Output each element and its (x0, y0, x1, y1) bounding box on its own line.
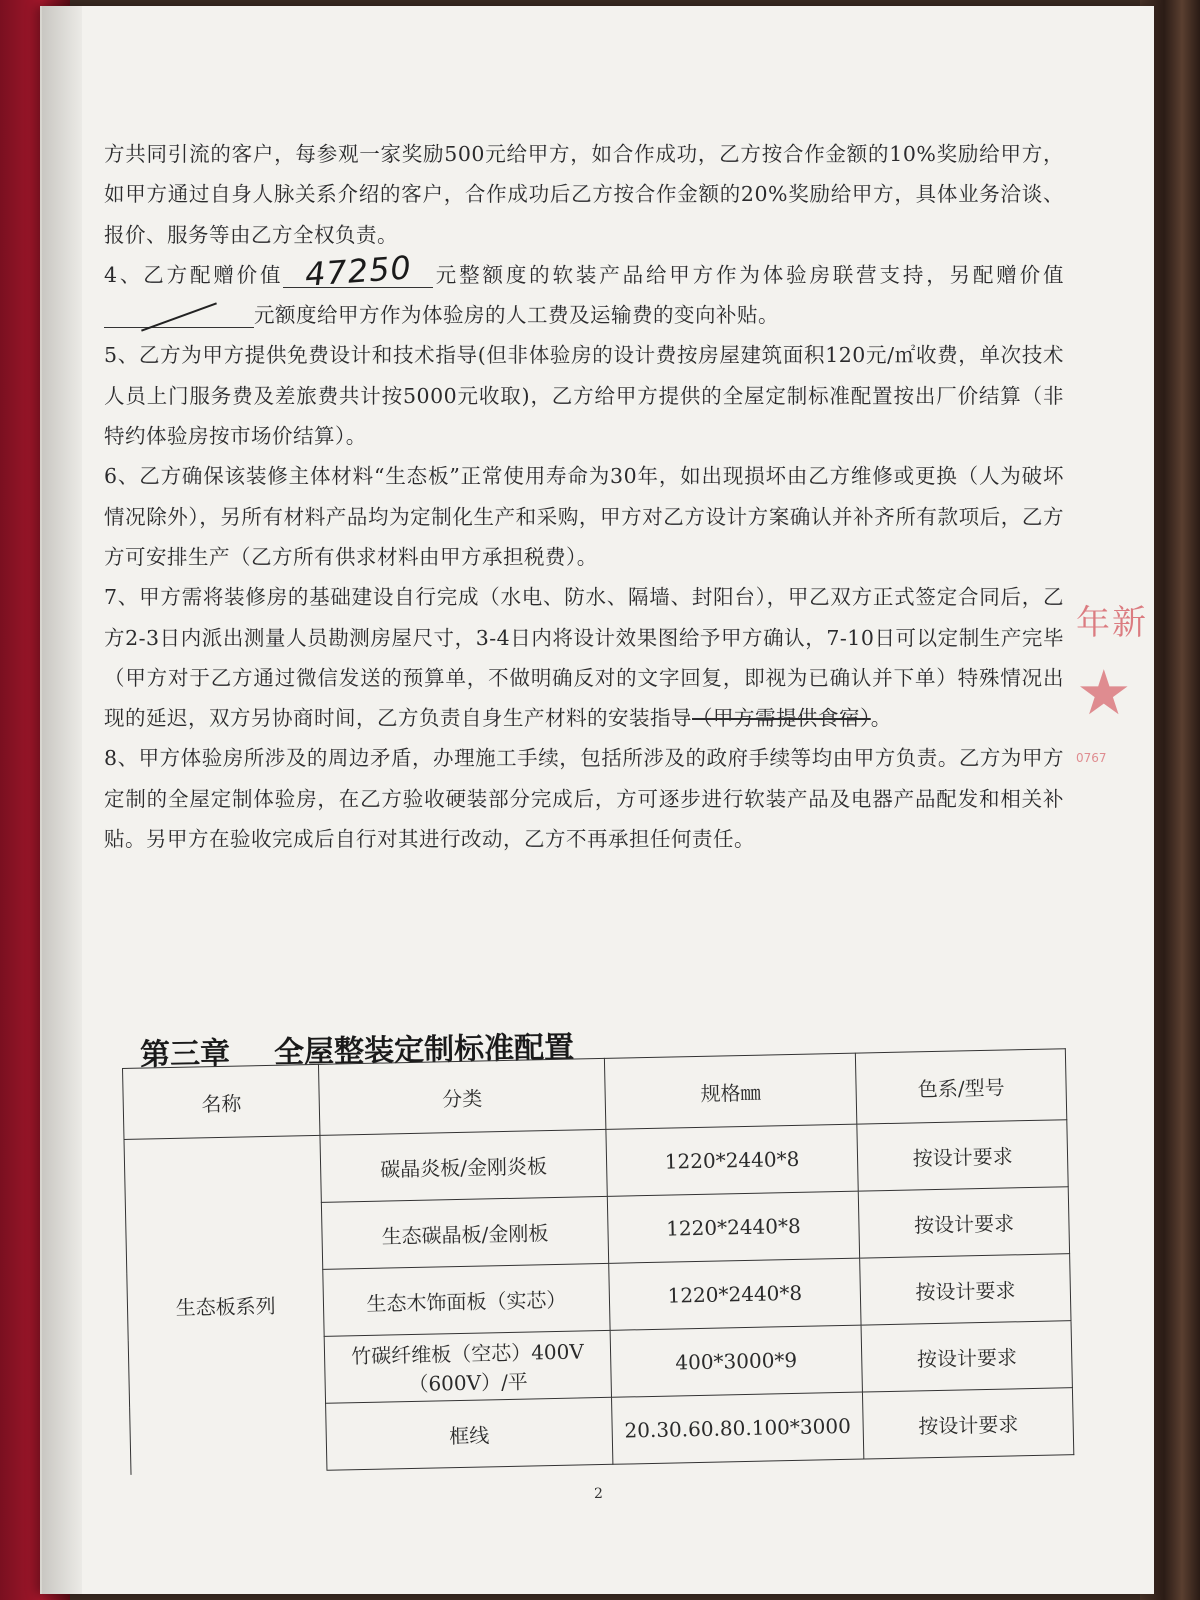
header-category: 分类 (319, 1058, 606, 1135)
color-cell: 按设计要求 (863, 1388, 1074, 1459)
p4-text-c: 元额度给甲方作为体验房的人工费及运输费的变向补贴。 (254, 303, 779, 328)
chapter-number: 第三章 (139, 1036, 231, 1073)
spec-cell: 400*3000*9 (610, 1325, 863, 1397)
struck-text: （甲方需提供食宿） (692, 706, 871, 731)
document-page (40, 6, 1154, 1594)
p7-end: 。 (870, 706, 892, 731)
page-gutter (42, 6, 82, 1594)
paragraph-6: 6、乙方确保该装修主体材料“生态板”正常使用寿命为30年，如出现损坏由乙方维修或更换（人为破坏情况除外），另所有材料产品均为定制化生产和采购，甲方对乙方设计方案确认并补齐所有款项后，乙方方可安排生产（乙方所有供求材料由甲方承担税费）。 (104, 464, 1064, 569)
paragraph-intro: 方共同引流的客户，每参观一家奖励500元给甲方，如合作成功，乙方按合作金额的10%奖励给甲方，如甲方通过自身人脉关系介绍的客户，合作成功后乙方按合作金额的20%奖励给甲方，具体业务洽谈、报价、服务等由乙方全权负责。 (104, 142, 1064, 247)
header-name: 名称 (123, 1064, 321, 1139)
page-number: 2 (594, 1486, 603, 1502)
contract-body (104, 134, 1064, 859)
p4-text-a: 4、乙方配赠价值 (104, 262, 284, 287)
spec-cell: 1220*2440*8 (608, 1258, 861, 1330)
category-cell: 框线 (326, 1397, 613, 1470)
spec-cell: 1220*2440*8 (607, 1191, 860, 1263)
paragraph-8: 8、甲方体验房所涉及的周边矛盾，办理施工手续，包括所涉及的政府手续等均由甲方负责。乙方为甲方定制的全屋定制体验房，在乙方验收硬装部分完成后，方可逐步进行软装产品及电器产品配发和相关补贴。另甲方在验收完成后自行对其进行改动，乙方不再承担任何责任。 (104, 746, 1064, 852)
config-table-wrap (122, 1048, 1080, 1475)
red-seal-stamp (1076, 595, 1156, 805)
stamp-code: 0767 (1076, 751, 1107, 765)
header-color: 色系/型号 (856, 1049, 1067, 1124)
category-cell: 生态木饰面板（实芯） (323, 1263, 610, 1336)
empty-blank (104, 303, 254, 328)
p4-text-b: 元整额度的软装产品给甲方作为体验房联营支持，另配赠价值 (433, 262, 1064, 287)
color-cell: 按设计要求 (859, 1187, 1070, 1258)
paragraph-4 (104, 248, 1064, 336)
category-cell: 竹碳纤维板（空芯）400V（600V）/平 (324, 1330, 611, 1403)
paragraph-5: 5、乙方为甲方提供免费设计和技术指导(但非体验房的设计费按房屋建筑面积120元/㎡收费，单次技术人员上门服务费及差旅费共计按5000元收取)，乙方给甲方提供的全屋定制标准配置按出厂价结算（非特约体验房按市场价结算）。 (104, 343, 1064, 449)
slash-mark (141, 302, 217, 331)
spec-cell: 20.30.60.80.100*3000 (611, 1392, 864, 1464)
p7-text: 7、甲方需将装修房的基础建设自行完成（水电、防水、隔墙、封阳台），甲乙双方正式签定合同后，乙方2-3日内派出测量人员勘测房屋尺寸，3-4日内将设计效果图给予甲方确认，7-10日可以定制生产完毕（甲方对于乙方通过微信发送的预算单，不做明确反对的文字回复，即视为已确认并下单）特殊情况出现的延迟，双方另协商时间，乙方负责自身生产材料的安装指导 (104, 585, 1064, 731)
handwritten-amount: 47250 (303, 248, 413, 294)
stamp-chars: 年新 (1076, 603, 1148, 643)
star-icon: ★ (1076, 656, 1132, 729)
color-cell: 按设计要求 (857, 1120, 1068, 1191)
color-cell: 按设计要求 (861, 1321, 1072, 1392)
color-cell: 按设计要求 (860, 1254, 1071, 1325)
paragraph-7 (104, 577, 1064, 738)
group-name-cell: 生态板系列 (124, 1135, 327, 1474)
category-cell: 碳晶炎板/金刚炎板 (320, 1129, 607, 1202)
config-table (122, 1048, 1074, 1475)
category-cell: 生态碳晶板/金刚板 (322, 1196, 609, 1269)
spec-cell: 1220*2440*8 (606, 1124, 859, 1196)
header-spec: 规格㎜ (604, 1053, 857, 1129)
chapter-title: 全屋整装定制标准配置 (273, 1030, 575, 1071)
amount-blank (283, 248, 433, 294)
